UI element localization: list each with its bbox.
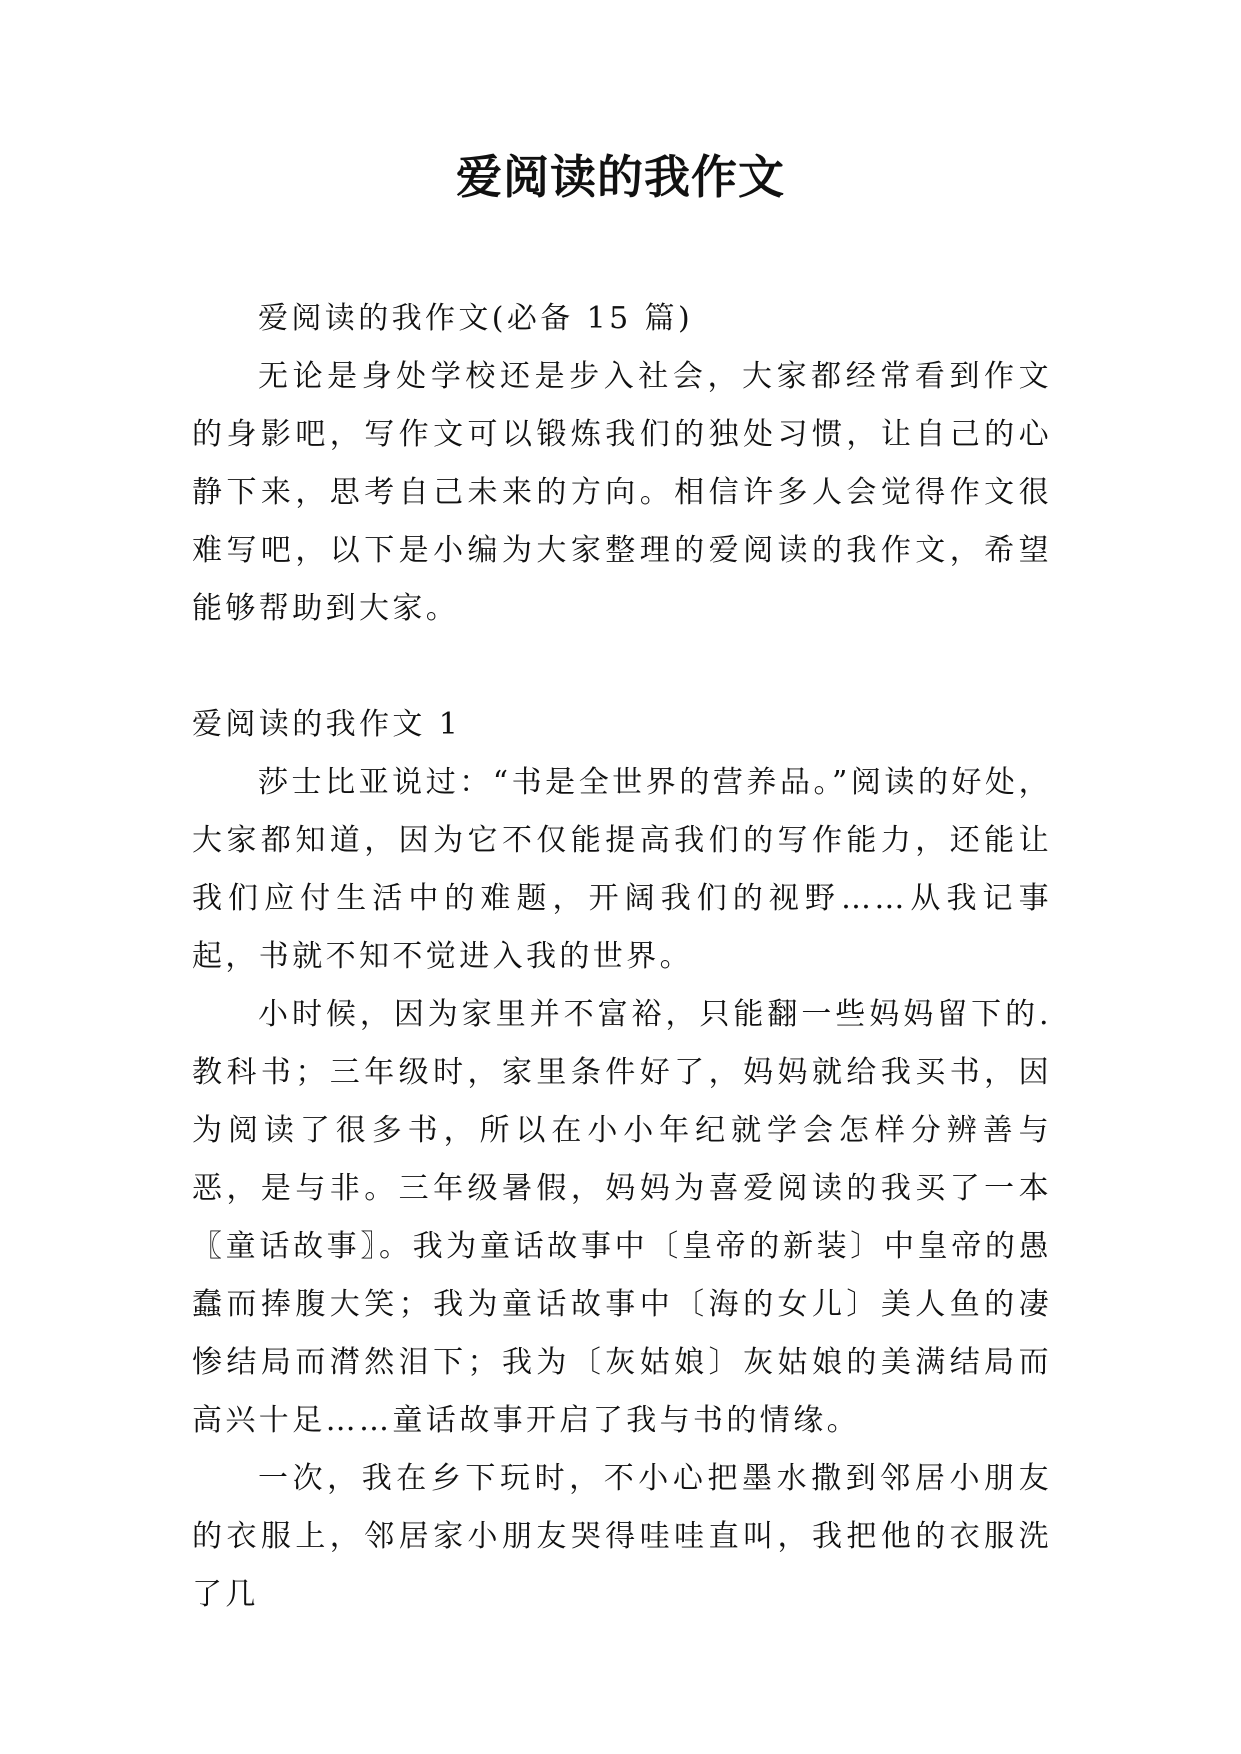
paragraph: 小时候，因为家里并不富裕，只能翻一些妈妈留下的.教科书；三年级时，家里条件好了，妈妈就给我买书，因为阅读了很多书，所以在小小年纪就学会怎样分辨善与恶，是与非。三年级暑假，妈妈为喜爱阅读的我买了一本〖童话故事〗。我为童话故事中〔皇帝的新装〕中皇帝的愚蠢而捧腹大笑；我为童话故事中〔海的女儿〕美人鱼的凄惨结局而潸然泪下；我为〔灰姑娘〕灰姑娘的美满结局而高兴十足……童话故事开启了我与书的情缘。	[192, 997, 1052, 1438]
intro-paragraph: 无论是身处学校还是步入社会，大家都经常看到作文的身影吧，写作文可以锻炼我们的独处习惯，让自己的心静下来，思考自己未来的方向。相信许多人会觉得作文很难写吧，以下是小编为大家整理的爱阅读的我作文，希望能够帮助到大家。	[192, 359, 1052, 626]
document-body	[192, 290, 1052, 1624]
document-title: 爱阅读的我作文	[456, 150, 785, 204]
document-subtitle: 爱阅读的我作文(必备 15 篇)	[258, 301, 694, 336]
paragraph: 莎士比亚说过：“书是全世界的营养品。”阅读的好处，大家都知道，因为它不仅能提高我们的写作能力，还能让我们应付生活中的难题，开阔我们的视野……从我记事起，书就不知不觉进入我的世界。	[192, 765, 1052, 974]
paragraph: 一次，我在乡下玩时，不小心把墨水撒到邻居小朋友的衣服上，邻居家小朋友哭得哇哇直叫，我把他的衣服洗了几	[192, 1461, 1052, 1612]
section-heading: 爱阅读的我作文 1	[192, 707, 462, 742]
